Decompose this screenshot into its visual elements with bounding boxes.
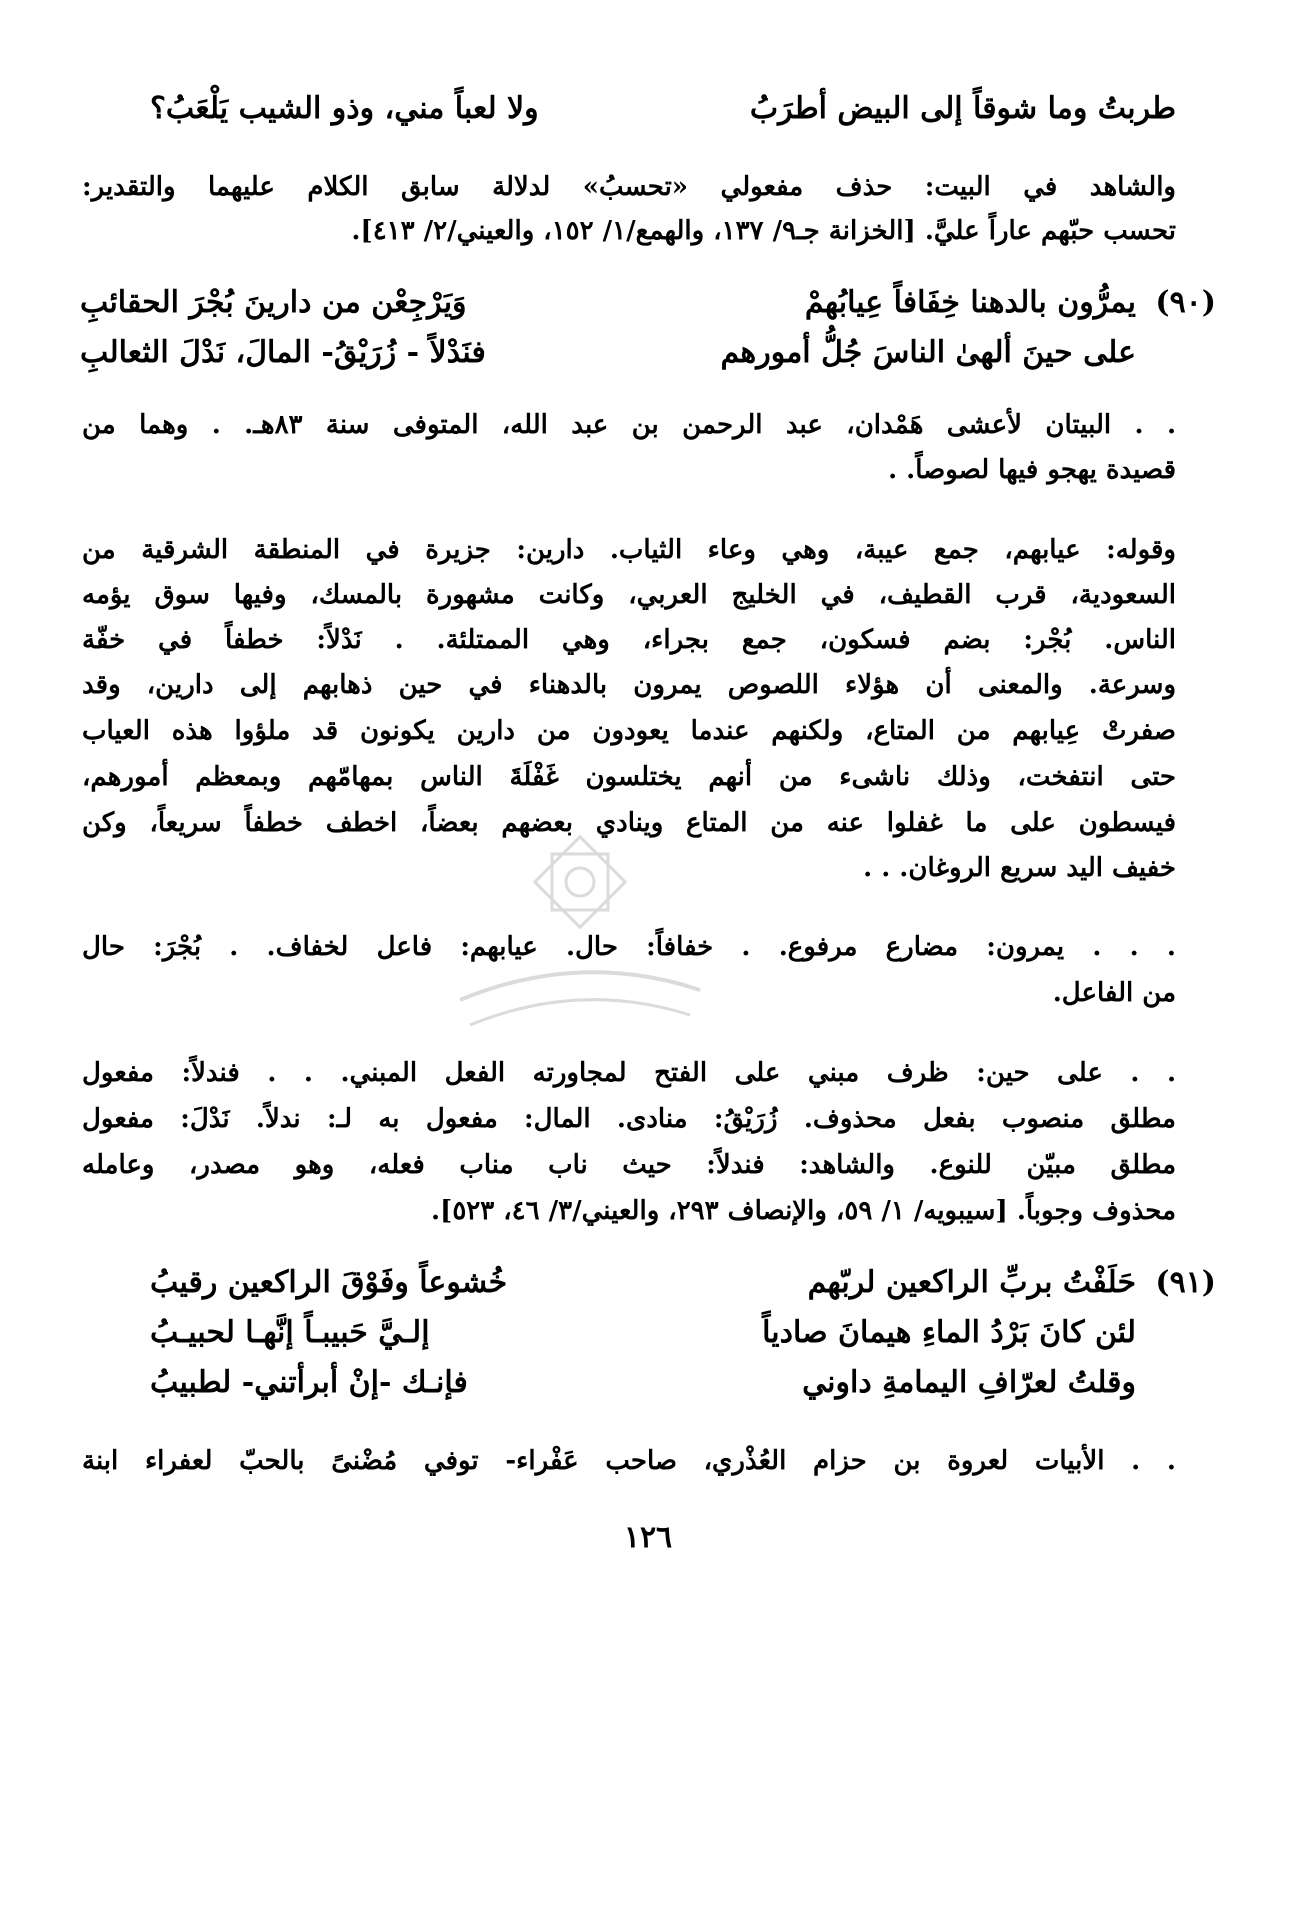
poem-number: (٩٠): [1155, 285, 1216, 320]
paragraph-line: من الفاعل.: [1052, 978, 1176, 1008]
library-stamp-watermark: [430, 830, 730, 1060]
paragraph-line: مطلق منصوب بفعل محذوف. زُرَيْقُ: منادى. المال: مفعول به لـ: ندلاً. نَدْلَ: مفعول: [82, 1104, 1176, 1134]
paragraph-line: السعودية، قرب القطيف، في الخليج العربي، وكانت مشهورة بالمسك، وفيها سوق يؤمه: [82, 580, 1176, 610]
verse-left-hemistich: إلـيَّ حَبيبـاً إنَّهـا لحبيـبُ: [150, 1315, 430, 1350]
paragraph-line: الناس. بُجْر: بضم فسكون، جمع بجراء، وهي الممتلئة. . نَدْلاً: خطفاً في خفّة: [82, 625, 1176, 655]
verse-right-hemistich: يمرُّون بالدهنا خِفَافاً عِيابُهمْ: [804, 285, 1136, 320]
paragraph-line: قصيدة يهجو فيها لصوصاً. .: [888, 455, 1176, 485]
verse-right-hemistich: وقلتُ لعرّافِ اليمامةِ داوني: [802, 1365, 1136, 1400]
verse-right-hemistich: على حينَ ألهىٰ الناسَ جُلُّ أمورهم: [720, 335, 1136, 370]
paragraph-line: . . البيتان لأعشى هَمْدان، عبد الرحمن بن عبد الله، المتوفى سنة ٨٣هـ. . وهما من: [82, 410, 1176, 440]
paragraph-line: . . . يمرون: مضارع مرفوع. . خفافاً: حال. عيابهم: فاعل لخفاف. . بُجْرَ: حال: [82, 932, 1176, 962]
verse-top-right-hemistich: طربتُ وما شوقاً إلى البيض أطرَبُ: [749, 91, 1176, 126]
paragraph-line: وقوله: عيابهم، جمع عيبة، وهي وعاء الثياب. دارين: جزيرة في المنطقة الشرقية من: [82, 535, 1176, 565]
paragraph-line: مطلق مبيّن للنوع. والشاهد: فندلاً: حيث ناب مناب فعله، وهو مصدر، وعامله: [82, 1150, 1176, 1180]
page-number: ١٢٦: [623, 1520, 673, 1555]
paragraph-line: والشاهد في البيت: حذف مفعولي «تحسبُ» لدلالة سابق الكلام عليهما والتقدير:: [82, 172, 1176, 202]
paragraph-line: . . الأبيات لعروة بن حزام العُذْري، صاحب عَفْراء- توفي مُضْنىً بالحبّ لعفراء ابنة: [82, 1446, 1176, 1476]
verse-left-hemistich: فإنـك -إنْ أبرأتني- لطبيبُ: [150, 1365, 468, 1400]
paragraph-line: صفرتْ عِيابهم من المتاع، ولكنهم عندما يعودون من دارين يكونون قد ملؤوا هذه العياب: [82, 716, 1176, 746]
verse-left-hemistich: وَيَرْجِعْن من دارينَ بُجْرَ الحقائبِ: [80, 285, 467, 320]
paragraph-line: . . على حين: ظرف مبني على الفتح لمجاورته الفعل المبني. . . فندلاً: مفعول: [82, 1058, 1176, 1088]
verse-left-hemistich: فنَدْلاً - زُرَيْقُ- المالَ، نَدْلَ الثعالبِ: [80, 335, 486, 370]
verse-right-hemistich: لئن كانَ بَرْدُ الماءِ هيمانَ صادياً: [762, 1315, 1136, 1350]
paragraph-line: محذوف وجوباً. [سيبويه/ ١/ ٥٩، والإنصاف ٢٩٣، والعيني/٣/ ٤٦، ٥٢٣].: [430, 1196, 1176, 1226]
verse-right-hemistich: حَلَفْتُ بربِّ الراكعين لربّهم: [807, 1265, 1136, 1300]
paragraph-line: خفيف اليد سريع الروغان. . .: [863, 853, 1176, 883]
verse-top-left-hemistich: ولا لعباً مني، وذو الشيب يَلْعَبُ؟: [150, 91, 539, 126]
poem-number: (٩١): [1155, 1265, 1216, 1300]
paragraph-line: حتى انتفخت، وذلك ناشىء من أنهم يختلسون غَفْلَةَ الناس بمهامّهم وبمعظم أمورهم،: [82, 762, 1176, 792]
verse-left-hemistich: خُشوعاً وفَوْقَ الراكعين رقيبُ: [150, 1265, 508, 1300]
paragraph-line: وسرعة. والمعنى أن هؤلاء اللصوص يمرون بالدهناء في حين ذهابهم إلى دارين، وقد: [82, 670, 1176, 700]
paragraph-line: تحسب حبّهم عاراً عليَّ. [الخزانة جـ٩/ ١٣٧، والهمع/١/ ١٥٢، والعيني/٢/ ٤١٣].: [351, 216, 1176, 246]
paragraph-line: فيسطون على ما غفلوا عنه من المتاع وينادي بعضهم بعضاً، اخطف خطفاً سريعاً، وكن: [82, 808, 1176, 838]
